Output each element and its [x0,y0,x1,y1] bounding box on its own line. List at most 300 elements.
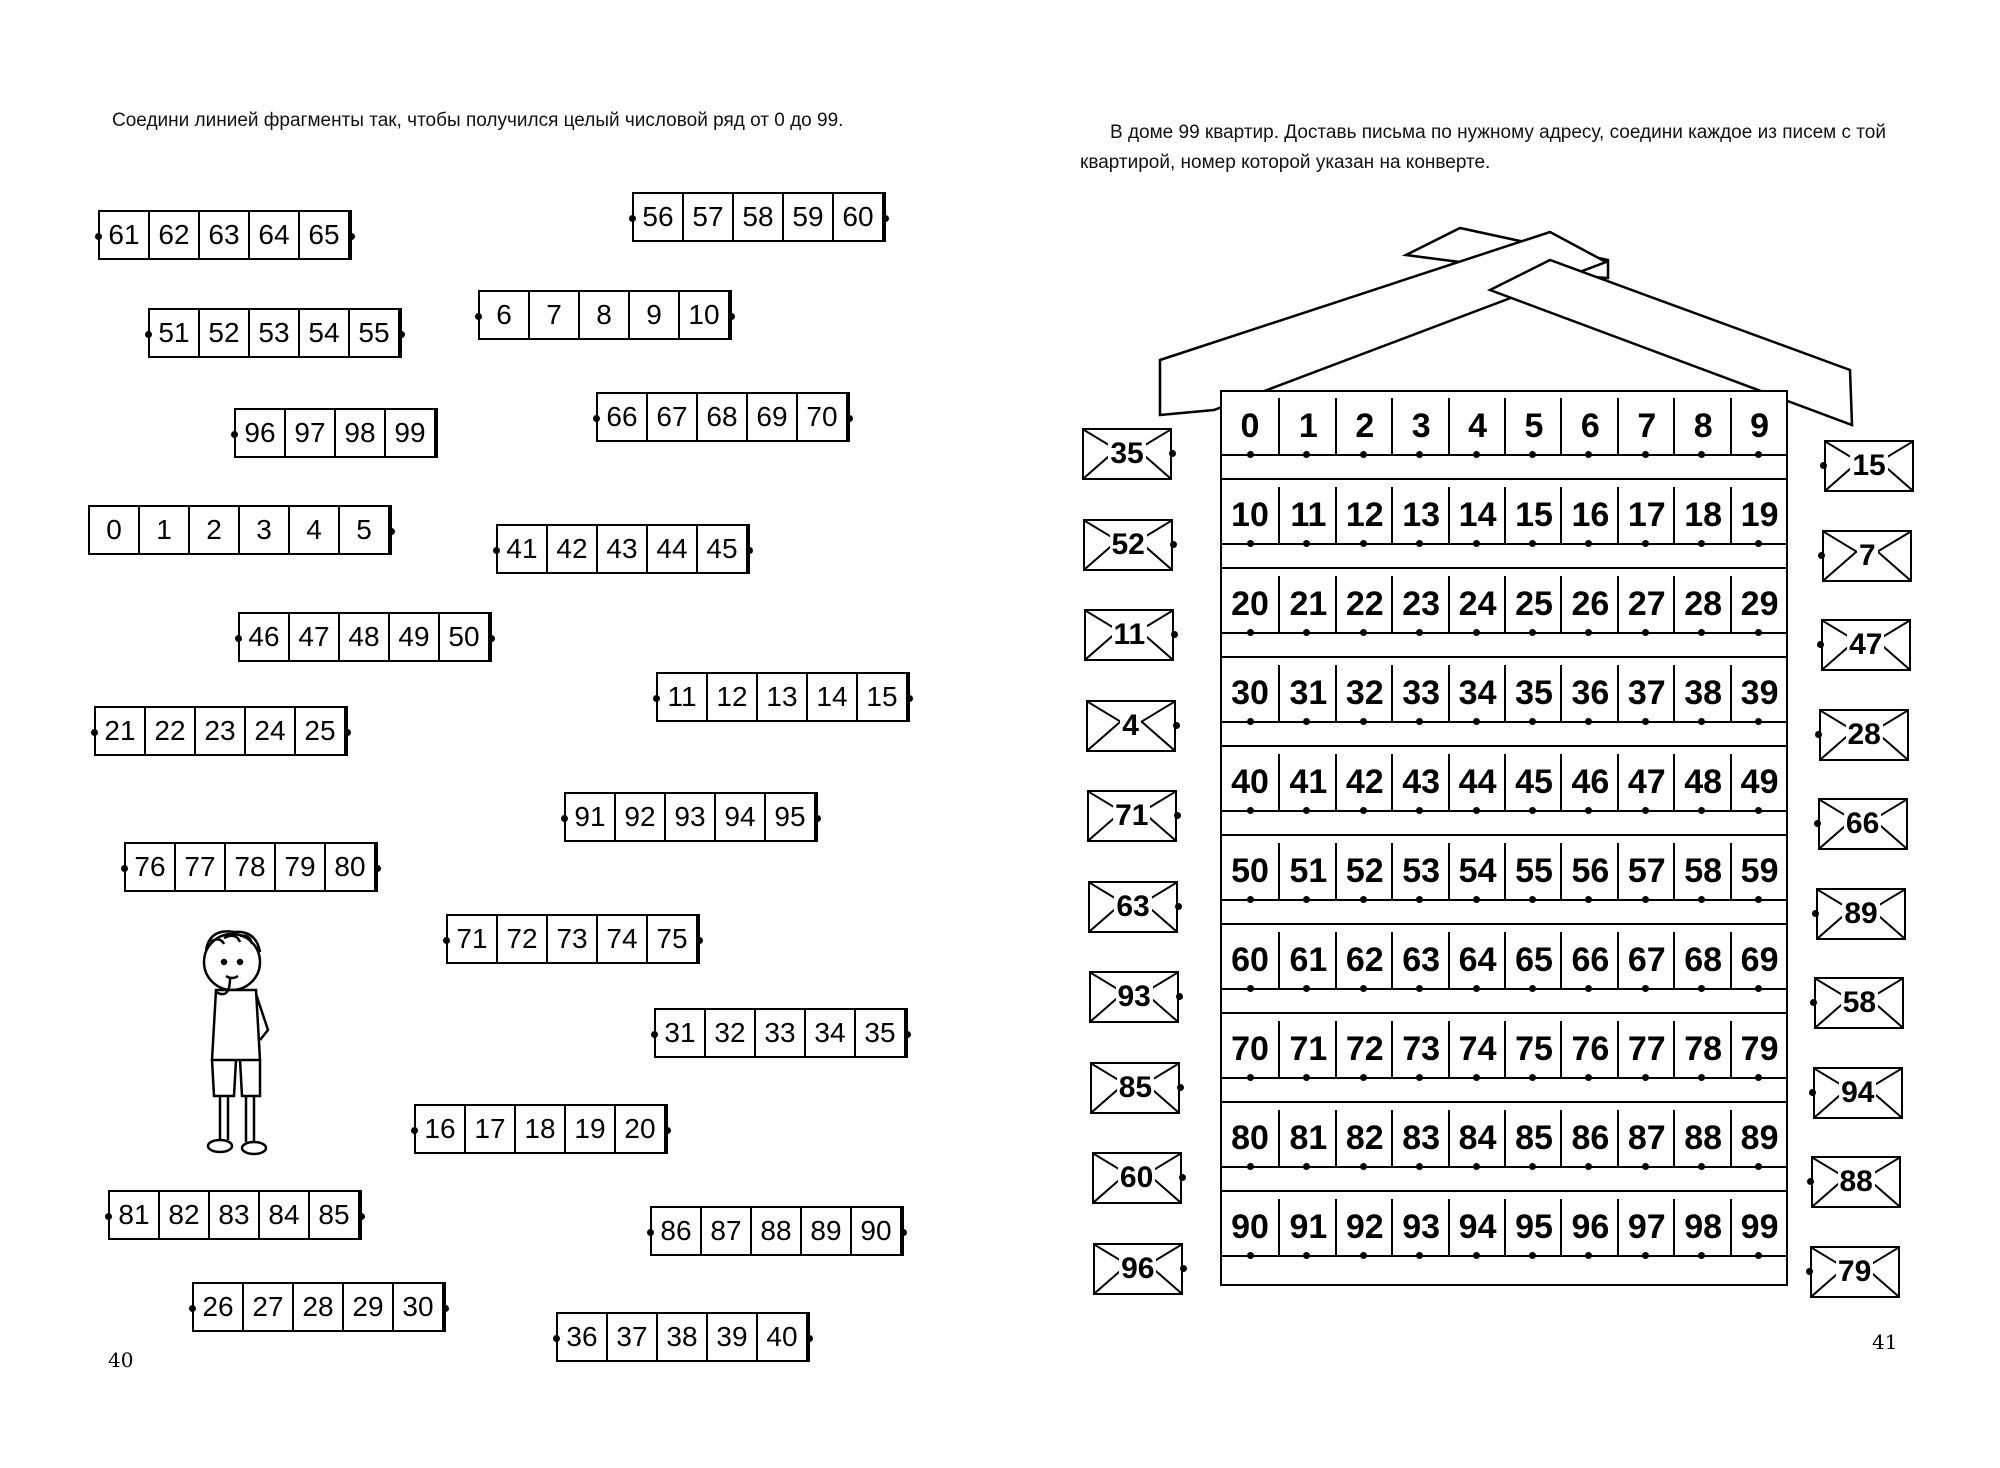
apartment-number[interactable]: 20 [1231,584,1269,623]
fragment-end-dot[interactable] [728,313,735,320]
apartment-number[interactable]: 74 [1448,1021,1506,1077]
envelope-dot[interactable] [1179,1174,1186,1181]
floor-divider [1222,478,1786,480]
fragment-number: 31 [656,1010,706,1056]
envelope-dot[interactable] [1180,1265,1187,1272]
apartment-number[interactable]: 41 [1278,754,1336,810]
fragment-number: 47 [290,614,340,660]
envelope-number-text: 89 [1844,896,1878,930]
fragment-end-dot[interactable] [398,331,405,338]
fragment-number: 40 [758,1314,808,1360]
apartment-number[interactable]: 12 [1335,487,1393,543]
fragment-number: 24 [246,708,296,754]
fragment-start-dot[interactable] [553,1335,560,1342]
apartment-number[interactable]: 32 [1335,665,1393,721]
envelope-number [1820,800,1906,848]
fragment-end-dot[interactable] [806,1335,813,1342]
floor-divider [1222,834,1786,836]
apartment-number[interactable]: 94 [1448,1199,1506,1255]
envelope-number-text: 94 [1841,1075,1875,1109]
fragment-start-dot[interactable] [145,331,152,338]
fragment-number: 54 [300,310,350,356]
number-fragment[interactable] [564,792,818,842]
letter-envelope[interactable] [1822,530,1912,582]
fragment-start-dot[interactable] [189,1305,196,1312]
envelope-number-text: 4 [1122,708,1139,742]
apartment-number[interactable]: 67 [1617,932,1675,988]
apartment-number[interactable]: 35 [1504,665,1562,721]
number-fragment[interactable] [108,1190,362,1240]
letter-envelope[interactable] [1092,1152,1182,1204]
apartment-number[interactable]: 62 [1335,932,1393,988]
fragment-number: 65 [300,212,350,258]
fragment-end-dot[interactable] [696,937,703,944]
apartment-number[interactable]: 73 [1391,1021,1449,1077]
apartment-number[interactable]: 8 [1673,398,1731,454]
number-fragment[interactable] [148,308,402,358]
fragment-start-dot[interactable] [593,415,600,422]
apartment-number[interactable]: 49 [1730,754,1788,810]
apartment-number[interactable]: 23 [1391,576,1449,632]
apartment-number[interactable]: 69 [1730,932,1788,988]
floor-divider [1222,567,1786,569]
fragment-end-dot[interactable] [814,815,821,822]
apartment-number[interactable]: 97 [1617,1199,1675,1255]
apartment-number[interactable]: 70 [1231,1029,1269,1068]
number-fragment[interactable] [98,210,352,260]
apartment-number[interactable]: 80 [1231,1118,1269,1157]
apartment-number[interactable]: 76 [1560,1021,1618,1077]
apartment-number[interactable]: 27 [1617,576,1675,632]
apartment-number[interactable]: 4 [1448,398,1506,454]
envelope-number-text: 7 [1859,538,1876,572]
floor-line [1222,632,1786,634]
fragment-number: 36 [558,1314,608,1360]
fragment-number: 20 [616,1106,666,1152]
envelope-dot[interactable] [1814,820,1821,827]
apartment-number[interactable]: 88 [1673,1110,1731,1166]
apartment-number[interactable]: 38 [1673,665,1731,721]
fragment-number: 91 [566,794,616,840]
apartment-number[interactable]: 37 [1617,665,1675,721]
fragment-number: 83 [210,1192,260,1238]
number-fragment[interactable] [88,505,392,555]
floor-line [1222,454,1786,456]
fragment-start-dot[interactable] [105,1213,112,1220]
apartment-number[interactable]: 31 [1278,665,1336,721]
apartment-number[interactable]: 58 [1673,843,1731,899]
number-fragment[interactable] [94,706,348,756]
apartment-number[interactable]: 13 [1391,487,1449,543]
letter-envelope[interactable] [1089,971,1179,1023]
letter-envelope[interactable] [1819,709,1909,761]
apartment-number[interactable]: 95 [1504,1199,1562,1255]
apartment-number[interactable]: 21 [1278,576,1336,632]
apartment-number[interactable]: 2 [1335,398,1393,454]
fragment-number: 66 [598,394,648,440]
envelope-dot[interactable] [1170,541,1177,548]
envelope-number-text: 15 [1852,449,1886,482]
apartment-number[interactable]: 59 [1730,843,1788,899]
fragment-number: 43 [598,526,648,572]
apartment-number[interactable]: 16 [1560,487,1618,543]
fragment-start-dot[interactable] [493,547,500,554]
number-fragment[interactable] [496,524,750,574]
fragment-number: 90 [852,1208,902,1254]
fragment-number: 55 [350,310,400,356]
apartment-number[interactable]: 91 [1278,1199,1336,1255]
fragment-number: 79 [276,844,326,890]
apartment-number[interactable]: 96 [1560,1199,1618,1255]
envelope-number [1086,611,1172,659]
fragment-number: 42 [548,526,598,572]
number-fragment[interactable] [414,1104,668,1154]
letter-envelope[interactable] [1083,519,1173,571]
apartment-number[interactable]: 93 [1391,1199,1449,1255]
apartment-number[interactable]: 19 [1730,487,1788,543]
apartment-number[interactable]: 68 [1673,932,1731,988]
fragment-number: 16 [416,1106,466,1152]
envelope-dot[interactable] [1173,722,1180,729]
fragment-number: 6 [480,292,530,338]
apartment-number[interactable]: 15 [1504,487,1562,543]
letter-envelope[interactable] [1814,977,1904,1029]
fragment-number: 3 [240,507,290,553]
fragment-end-dot[interactable] [906,695,913,702]
number-fragment[interactable] [478,290,732,340]
apartment-number[interactable]: 39 [1730,665,1788,721]
envelope-dot[interactable] [1820,462,1827,469]
envelope-dot[interactable] [1169,450,1176,457]
apartment-number[interactable]: 92 [1335,1199,1393,1255]
fragment-number: 44 [648,526,698,572]
fragment-number: 29 [344,1284,394,1330]
letter-envelope[interactable] [1082,428,1172,480]
apartment-number[interactable]: 44 [1448,754,1506,810]
apartment-number[interactable]: 85 [1504,1110,1562,1166]
letter-envelope[interactable] [1090,1062,1180,1114]
number-fragment[interactable] [446,914,700,964]
fragment-start-dot[interactable] [95,233,102,240]
letter-envelope[interactable] [1813,1067,1903,1119]
fragment-number: 27 [244,1284,294,1330]
apartment-number[interactable]: 53 [1391,843,1449,899]
fragment-end-dot[interactable] [388,528,395,535]
apartment-number[interactable]: 34 [1448,665,1506,721]
envelope-number [1092,1064,1178,1112]
apartment-number[interactable]: 61 [1278,932,1336,988]
fragment-start-dot[interactable] [443,937,450,944]
fragment-number: 82 [160,1192,210,1238]
number-fragment[interactable] [656,672,910,722]
floor-divider [1222,745,1786,747]
envelope-number-text: 66 [1845,807,1880,840]
apartment-number[interactable]: 5 [1504,398,1562,454]
apartment-number[interactable]: 52 [1335,843,1393,899]
fragment-number: 7 [530,292,580,338]
envelope-number-text: 28 [1847,717,1881,751]
fragment-start-dot[interactable] [91,729,98,736]
apartment-number[interactable]: 42 [1335,754,1393,810]
apartment-number[interactable]: 89 [1730,1110,1788,1166]
apartment-number[interactable]: 28 [1673,576,1731,632]
envelope-dot[interactable] [1812,910,1819,917]
apartment-number[interactable]: 54 [1448,843,1506,899]
apartment-number[interactable]: 14 [1448,487,1506,543]
apartment-number[interactable]: 25 [1504,576,1562,632]
apartment-number[interactable]: 63 [1391,932,1449,988]
apartment-number[interactable]: 64 [1448,932,1506,988]
fragment-number: 96 [236,410,286,456]
apartment-number[interactable]: 48 [1673,754,1731,810]
apartment-number[interactable]: 17 [1617,487,1675,543]
fragment-number: 41 [498,526,548,572]
house-floor [1222,1199,1786,1261]
house-floor [1222,665,1786,727]
envelope-dot[interactable] [1817,641,1824,648]
apartment-number[interactable]: 9 [1730,398,1788,454]
envelope-number [1089,792,1175,840]
floor-line [1222,899,1786,901]
fragment-number: 64 [250,212,300,258]
envelope-number-text: 52 [1111,527,1145,561]
apartment-number[interactable]: 0 [1240,406,1260,445]
envelope-number-text: 11 [1113,618,1146,651]
letter-envelope[interactable] [1084,609,1174,661]
envelope-number [1812,1248,1898,1296]
envelope-number [1818,890,1904,938]
letter-envelope[interactable] [1086,700,1176,752]
fragment-start-dot[interactable] [629,215,636,222]
envelope-dot[interactable] [1818,552,1825,559]
envelope-number [1821,711,1907,759]
fragment-number: 30 [394,1284,444,1330]
fragment-number: 48 [340,614,390,660]
number-fragment[interactable] [234,408,438,458]
apartment-number[interactable]: 33 [1391,665,1449,721]
left-task-text: Соедини линией фрагменты так, чтобы получился целый числовой ряд от 0 до 99. [112,110,844,131]
apartment-number[interactable]: 55 [1504,843,1562,899]
apartment-number[interactable]: 30 [1231,673,1269,712]
fragment-end-dot[interactable] [358,1213,365,1220]
apartment-number[interactable]: 11 [1278,487,1336,543]
fragment-number: 71 [448,916,498,962]
apartment-number[interactable]: 6 [1560,398,1618,454]
fragment-number: 0 [90,507,140,553]
apartment-number[interactable]: 66 [1560,932,1618,988]
apartment-number[interactable]: 72 [1335,1021,1393,1077]
apartment-number[interactable]: 79 [1730,1021,1788,1077]
apartment-number[interactable]: 98 [1673,1199,1731,1255]
fragment-number: 35 [856,1010,906,1056]
envelope-dot[interactable] [1174,812,1181,819]
envelope-number [1815,1069,1901,1117]
fragment-number: 75 [648,916,698,962]
fragment-start-dot[interactable] [121,865,128,872]
apartment-number[interactable]: 3 [1391,398,1449,454]
apartment-number[interactable]: 82 [1335,1110,1393,1166]
apartment-number[interactable]: 43 [1391,754,1449,810]
letter-envelope[interactable] [1810,1246,1900,1298]
fragment-number: 62 [150,212,200,258]
floor-line [1222,721,1786,723]
fragment-start-dot[interactable] [653,695,660,702]
letter-envelope[interactable] [1093,1243,1183,1295]
page-number-40: 40 [108,1348,134,1372]
envelope-number-text: 79 [1837,1254,1872,1288]
fragment-end-dot[interactable] [374,865,381,872]
apartment-number[interactable]: 45 [1504,754,1562,810]
house-floor [1222,843,1786,905]
apartment-number[interactable]: 90 [1231,1207,1269,1246]
apartment-number[interactable]: 86 [1560,1110,1618,1166]
letter-envelope[interactable] [1824,440,1914,492]
fragment-end-dot[interactable] [488,635,495,642]
fragment-number: 68 [698,394,748,440]
apartment-number[interactable]: 71 [1278,1021,1336,1077]
page-number-41: 41 [1872,1330,1898,1354]
apartment-number[interactable]: 75 [1504,1021,1562,1077]
envelope-dot[interactable] [1815,731,1822,738]
fragment-number: 94 [716,794,766,840]
apartment-number[interactable]: 26 [1560,576,1618,632]
envelope-number [1823,621,1909,669]
fragment-start-dot[interactable] [411,1127,418,1134]
fragment-end-dot[interactable] [746,547,753,554]
fragment-number: 73 [548,916,598,962]
apartment-number[interactable]: 18 [1673,487,1731,543]
fragment-start-dot[interactable] [235,635,242,642]
apartment-number[interactable]: 36 [1560,665,1618,721]
house-floor [1222,398,1786,460]
envelope-dot[interactable] [1809,1089,1816,1096]
fragment-number: 98 [336,410,386,456]
apartment-number[interactable]: 87 [1617,1110,1675,1166]
envelope-number [1813,1158,1899,1206]
fragment-number: 81 [110,1192,160,1238]
right-task-text: В доме 99 квартир. Доставь письма по нужному адресу, соедини каждое из писем с той квартирой, номер которой указан на конверте. [1080,122,1886,173]
apartment-number[interactable]: 1 [1278,398,1336,454]
fragment-number: 89 [802,1208,852,1254]
fragment-number: 34 [806,1010,856,1056]
number-fragment[interactable] [596,392,850,442]
apartment-number[interactable]: 78 [1673,1021,1731,1077]
house-floor [1222,1021,1786,1083]
house-floor [1222,1110,1786,1172]
number-fragment[interactable] [238,612,492,662]
apartment-number[interactable]: 99 [1730,1199,1788,1255]
fragment-end-dot[interactable] [344,729,351,736]
apartment-number[interactable]: 29 [1730,576,1788,632]
fragment-end-dot[interactable] [846,415,853,422]
apartment-number[interactable]: 46 [1560,754,1618,810]
fragment-number: 10 [680,292,730,338]
fragment-number: 37 [608,1314,658,1360]
fragment-number: 99 [386,410,436,456]
apartment-number[interactable]: 22 [1335,576,1393,632]
envelope-dot[interactable] [1806,1268,1813,1275]
house-floor [1222,932,1786,994]
apartment-number[interactable]: 56 [1560,843,1618,899]
fragment-number: 88 [752,1208,802,1254]
letter-envelope[interactable] [1087,790,1177,842]
fragment-start-dot[interactable] [231,431,238,438]
fragment-number: 28 [294,1284,344,1330]
letter-envelope[interactable] [1818,798,1908,850]
floor-line [1222,810,1786,812]
apartment-number[interactable]: 84 [1448,1110,1506,1166]
fragment-start-dot[interactable] [647,1229,654,1236]
fragment-end-dot[interactable] [442,1305,449,1312]
apartment-number[interactable]: 47 [1617,754,1675,810]
letter-envelope[interactable] [1821,619,1911,671]
apartment-number[interactable]: 65 [1504,932,1562,988]
fragment-number: 52 [200,310,250,356]
number-fragment[interactable] [654,1008,908,1058]
fragment-end-dot[interactable] [348,233,355,240]
apartment-number[interactable]: 10 [1231,495,1269,534]
letter-envelope[interactable] [1816,888,1906,940]
fragment-start-dot[interactable] [561,815,568,822]
letter-envelope[interactable] [1088,881,1178,933]
fragment-number: 2 [190,507,240,553]
number-fragment[interactable] [192,1282,446,1332]
number-fragment[interactable] [632,192,886,242]
fragment-number: 32 [706,1010,756,1056]
apartment-number[interactable]: 7 [1617,398,1675,454]
envelope-number-text: 47 [1849,628,1883,661]
envelope-number-text: 88 [1839,1165,1873,1198]
number-fragment[interactable] [556,1312,810,1362]
fragment-number: 84 [260,1192,310,1238]
fragment-number: 80 [326,844,376,890]
envelope-dot[interactable] [1177,1084,1184,1091]
fragment-end-dot[interactable] [904,1031,911,1038]
fragment-number: 1 [140,507,190,553]
fragment-end-dot[interactable] [882,215,889,222]
letter-envelope[interactable] [1811,1156,1901,1208]
number-fragment[interactable] [650,1206,904,1256]
envelope-number [1084,430,1170,478]
floor-line [1222,1166,1786,1168]
number-fragment[interactable] [124,842,378,892]
apartment-number[interactable]: 60 [1231,940,1269,979]
envelope-number [1826,442,1912,490]
apartment-number[interactable]: 77 [1617,1021,1675,1077]
apartment-number[interactable]: 83 [1391,1110,1449,1166]
fragment-start-dot[interactable] [475,313,482,320]
envelope-number [1091,973,1177,1021]
fragment-number: 69 [748,394,798,440]
apartment-number[interactable]: 24 [1448,576,1506,632]
fragment-number: 14 [808,674,858,720]
apartment-number[interactable]: 40 [1231,762,1269,801]
fragment-number: 18 [516,1106,566,1152]
fragment-end-dot[interactable] [900,1229,907,1236]
apartment-number[interactable]: 81 [1278,1110,1336,1166]
envelope-number-text: 85 [1118,1070,1153,1104]
envelope-dot[interactable] [1175,903,1182,910]
apartment-number[interactable]: 50 [1231,851,1269,890]
apartment-number[interactable]: 51 [1278,843,1336,899]
fragment-number: 72 [498,916,548,962]
fragment-end-dot[interactable] [664,1127,671,1134]
fragment-number: 45 [698,526,748,572]
floor-line [1222,1255,1786,1257]
fragment-start-dot[interactable] [651,1031,658,1038]
apartment-number[interactable]: 57 [1617,843,1675,899]
fragment-number: 4 [290,507,340,553]
